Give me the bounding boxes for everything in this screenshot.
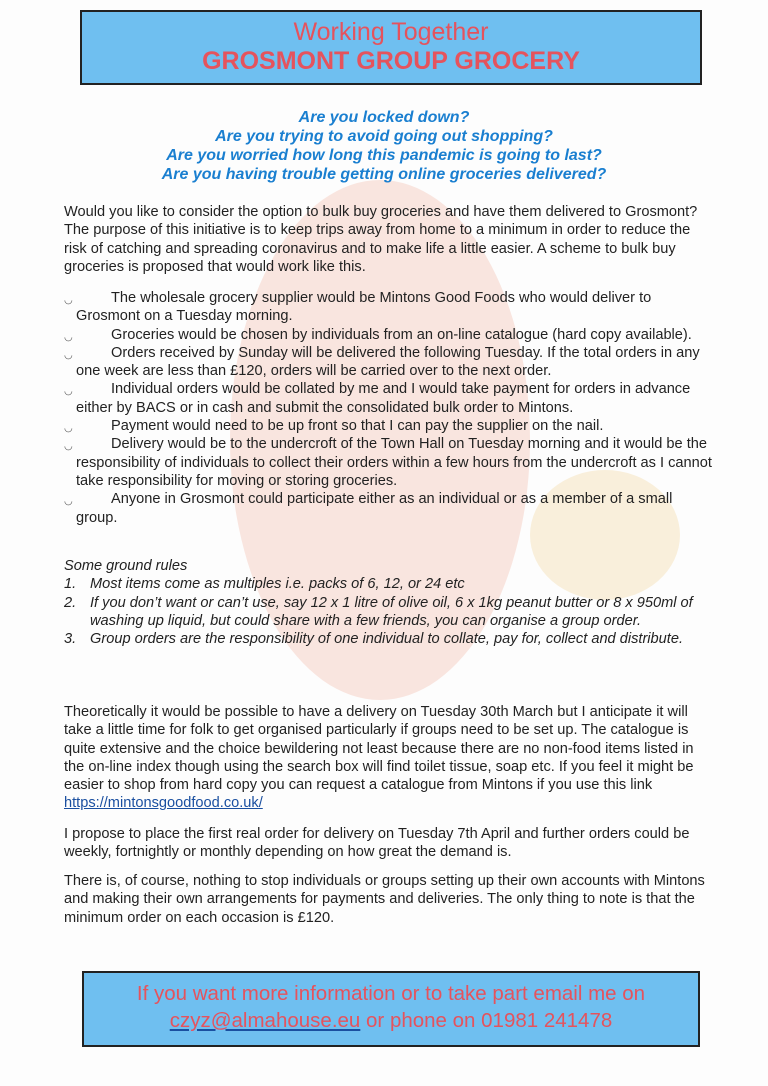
bullet-icon: ◡ xyxy=(64,295,73,306)
contact-details: czyz@almahouse.eu or phone on 01981 241478 xyxy=(169,1009,613,1032)
list-item: ◡ Delivery would be to the undercroft of the Town Hall on Tuesday morning and it would be the responsibility of individuals to collect their orders within a few hours from the undercroft as I cannot take responsibility for moving or storing groceries. xyxy=(64,436,712,489)
list-item: ◡ Orders received by Sunday will be delivered the following Tuesday. If the total orders in any one week are less than £120, orders will be carried over to the next order. xyxy=(64,344,700,380)
rule-item: 2. If you don’t want or can’t use, say 12 x 1 litre of olive oil, 6 x 1kg peanut butter or 8 x 950ml of washing up liquid, but could share with a few friends, you can organise a group order. xyxy=(64,594,693,629)
contact-banner xyxy=(82,971,700,1047)
question: Are you locked down? xyxy=(298,109,470,126)
first-order-paragraph: I propose to place the first real order for delivery on Tuesday 7th April and further orders could be weekly, fortnightly or monthly depending on how great the demand is. xyxy=(64,826,690,861)
own-accounts-paragraph: There is, of course, nothing to stop individuals or groups setting up their own accounts with Mintons and making their own arrangements for payments and deliveries. The only thing to note is that the minimum order on each occasion is £120. xyxy=(64,873,705,926)
rule-item: 1. Most items come as multiples i.e. packs of 6, 12, or 24 etc xyxy=(64,576,465,593)
mintons-link[interactable]: https://mintonsgoodfood.co.uk/ xyxy=(64,795,263,812)
list-item: ◡ The wholesale grocery supplier would be Mintons Good Foods who would deliver to Grosmont on a Tuesday morning. xyxy=(64,290,652,325)
intro-paragraph: Would you like to consider the option to bulk buy groceries and have them delivered to Grosmont? The purpose of this initiative is to keep trips away from home to a minimum in order to reduce the risk of catching and spreading coronavirus and to make life a little easier. A scheme to bulk buy groceries is proposed that would work like this. xyxy=(64,204,698,275)
questions xyxy=(0,108,768,184)
bullet-icon: ◡ xyxy=(64,349,73,361)
header-banner xyxy=(80,10,702,85)
delivery-paragraph: Theoretically it would be possible to have a delivery on Tuesday 30th March but I anticipate it will take a little time for folk to get organised particularly if groups need to be set up. The catalogue is quite extensive and the choice bewildering not least because there are no non-food items listed in the on-line index though using the search box will find toilet tissue, soap etc. If you feel it might be easier to shop from hard copy you can request a catalogue from Mintons if you use this link https://mintonsgoodfood.co.uk/ xyxy=(64,704,694,812)
rules-title: Some ground rules xyxy=(64,558,188,574)
rule-item: 3. Group orders are the responsibility of one individual to collate, pay for, collect and distribute. xyxy=(64,631,683,648)
list-item: ◡ Payment would need to be up front so that I can pay the supplier on the nail. xyxy=(64,417,714,435)
contact-line: If you want more information or to take part email me on xyxy=(136,982,646,1005)
bullet-icon: ◡ xyxy=(64,386,73,398)
question: Are you trying to avoid going out shopping? xyxy=(215,128,553,145)
bullet-icon: ◡ xyxy=(64,331,73,343)
question: Are you having trouble getting online groceries delivered? xyxy=(161,166,607,183)
list-item: ◡ Individual orders would be collated by me and I would take payment for orders in advance either by BACS or in cash and submit the consolidated bulk order to Mintons. xyxy=(64,381,691,416)
bullet-icon: ◡ xyxy=(64,423,73,435)
header-subtitle: Working Together xyxy=(293,18,489,46)
question: Are you worried how long this pandemic is going to last? xyxy=(166,147,602,164)
bullet-list xyxy=(64,289,714,527)
list-item: ◡ Groceries would be chosen by individuals from an on-line catalogue (hard copy available). xyxy=(64,326,714,344)
ground-rules xyxy=(64,557,714,648)
email-link[interactable]: czyz@almahouse.eu xyxy=(169,1009,361,1032)
list-item: ◡ Anyone in Grosmont could participate either as an individual or as a member of a small group. xyxy=(64,491,673,526)
bullet-icon: ◡ xyxy=(64,441,73,453)
header-title: GROSMONT GROUP GROCERY xyxy=(202,47,580,75)
bullet-icon: ◡ xyxy=(64,496,73,508)
